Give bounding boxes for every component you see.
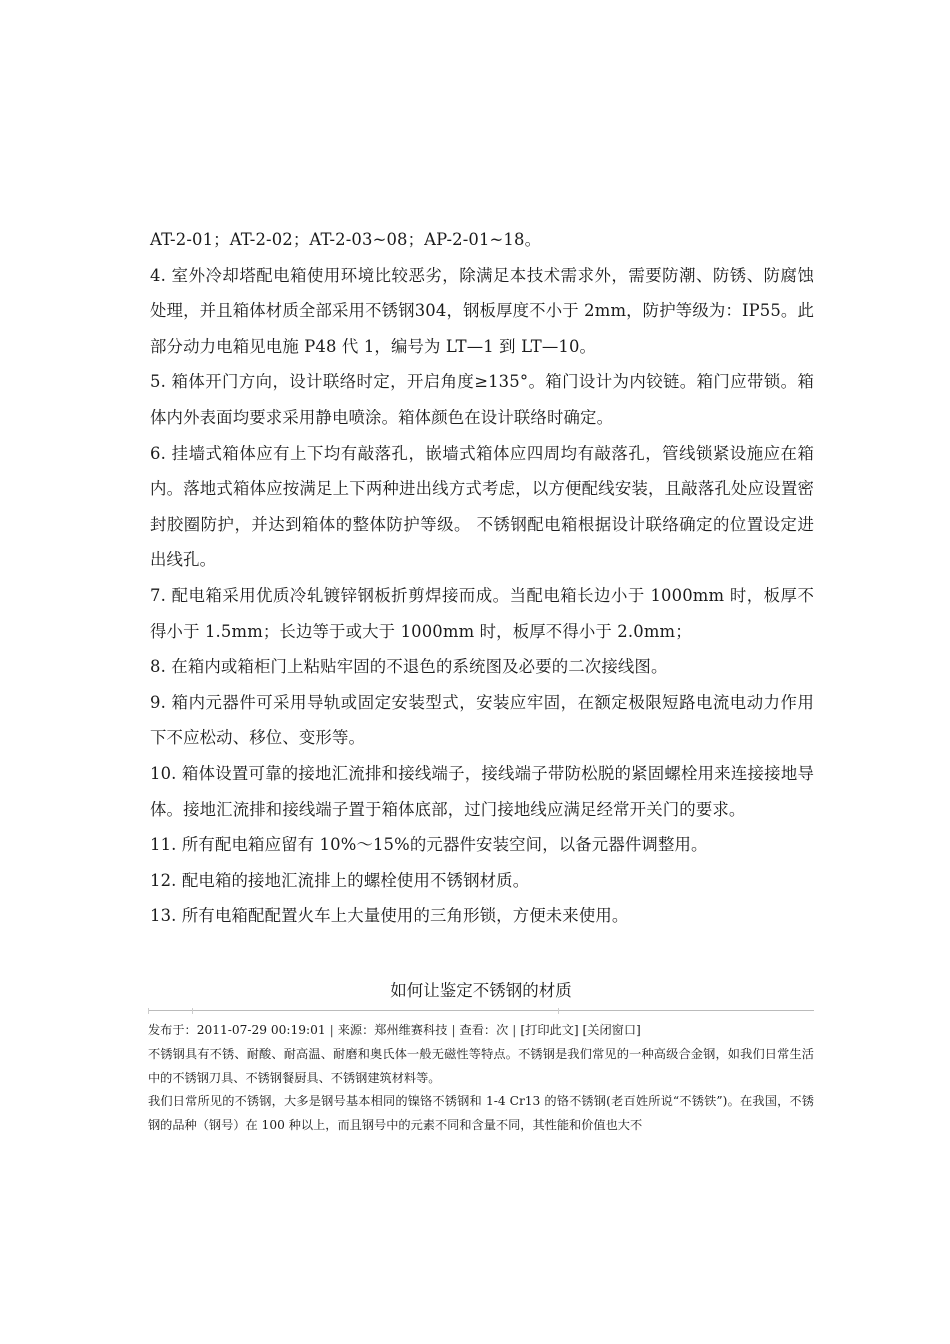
divider-tick xyxy=(148,1008,149,1014)
meta-separator: | xyxy=(512,1023,517,1037)
divider-line xyxy=(148,1010,814,1011)
spec-item-4: 4. 室外冷却塔配电箱使用环境比较恶劣，除满足本技术需求外，需要防潮、防锈、防腐蚀处理，并且箱体材质全部采用不锈钢304，钢板厚度不小于 2mm，防护等级为：IP55。此部分动力电箱见电施 P48 代 1，编号为 LT—1 到 LT—10。 xyxy=(150,265,814,356)
spec-item-13: 13. 所有电箱配配置火车上大量使用的三角形锁，方便未来使用。 xyxy=(150,906,629,926)
meta-separator: | xyxy=(451,1023,456,1037)
spec-text-body xyxy=(150,222,814,934)
divider-tick xyxy=(558,1008,559,1014)
spec-item-10: 10. 箱体设置可靠的接地汇流排和接线端子，接线端子带防松脱的紧固螺栓用来连接接地导体。接地汇流排和接线端子置于箱体底部，过门接地线应满足经常开关门的要求。 xyxy=(150,763,814,819)
article-paragraph: 不锈钢具有不锈、耐酸、耐高温、耐磨和奥氏体一般无磁性等特点。不锈钢是我们常见的一种高级合金钢，如我们日常生活中的不锈钢刀具、不锈钢餐厨具、不锈钢建筑材料等。 xyxy=(148,1047,814,1085)
article-section xyxy=(148,980,814,1137)
spec-item-9: 9. 箱内元器件可采用导轨或固定安装型式，安装应牢固，在额定极限短路电流电动力作用下不应松动、移位、变形等。 xyxy=(150,692,814,748)
spec-item-6: 6. 挂墙式箱体应有上下均有敲落孔，嵌墙式箱体应四周均有敲落孔，管线锁紧设施应在箱内。落地式箱体应按满足上下两种进出线方式考虑，以方便配线安装，且敲落孔处应设置密封胶圈防护，并达到箱体的整体防护等级。 不锈钢配电箱根据设计联络确定的位置设定进出线孔。 xyxy=(150,443,814,570)
spec-item-7: 7. 配电箱采用优质冷轧镀锌钢板折剪焊接而成。当配电箱长边小于 1000mm 时，板厚不得小于 1.5mm；长边等于或大于 1000mm 时，板厚不得小于 2.0mm； xyxy=(150,585,814,641)
article-meta xyxy=(148,1020,814,1040)
meta-separator: | xyxy=(329,1023,334,1037)
divider-tick xyxy=(192,1008,193,1014)
spec-item-12: 12. 配电箱的接地汇流排上的螺栓使用不锈钢材质。 xyxy=(150,870,530,890)
spec-item-8: 8. 在箱内或箱柜门上粘贴牢固的不退色的系统图及必要的二次接线图。 xyxy=(150,657,668,677)
article-paragraph: 我们日常所见的不锈钢，大多是钢号基本相同的镍铬不锈钢和 1-4 Cr13 的铬不锈钢(老百姓所说“不锈铁”)。在我国，不锈钢的品种（钢号）在 100 种以上，而且钢号中的元素不同和含量不同，其性能和价值也大不 xyxy=(148,1094,814,1132)
spec-paragraph-cont: AT-2-01；AT-2-02；AT-2-03~08；AP-2-01~18。 xyxy=(150,230,542,249)
spec-item-5: 5. 箱体开门方向，设计联络时定，开启角度≥135°。箱门设计为内铰链。箱门应带锁。箱体内外表面均要求采用静电喷涂。箱体颜色在设计联络时确定。 xyxy=(150,372,814,427)
spec-item-11: 11. 所有配电箱应留有 10%～15%的元器件安装空间，以备元器件调整用。 xyxy=(150,835,708,855)
article-source: 来源：郑州维赛科技 xyxy=(337,1023,448,1037)
close-window-link[interactable]: [关闭窗口] xyxy=(582,1023,641,1037)
title-divider xyxy=(148,1008,814,1014)
article-title: 如何让鉴定不锈钢的材质 xyxy=(390,981,572,1000)
view-count: 查看：次 xyxy=(459,1023,509,1037)
publish-date: 发布于：2011-07-29 00:19:01 xyxy=(148,1023,326,1037)
print-link[interactable]: [打印此文] xyxy=(520,1023,579,1037)
